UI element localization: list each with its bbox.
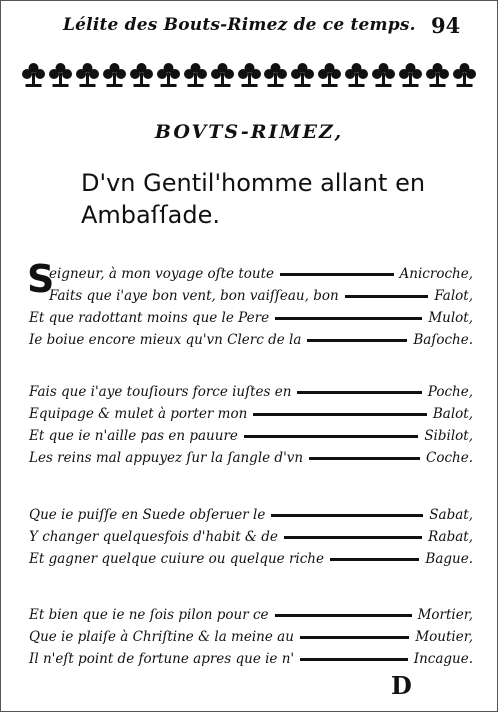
verse-line [29,504,473,526]
stanza-1 [27,257,473,351]
verse-line [29,548,473,570]
stanza-3 [29,504,473,570]
end-rhyme: Sabat, [429,507,473,523]
verse-line [29,403,473,425]
end-rhyme: Bague. [425,551,473,567]
verse-line [29,626,473,648]
verse-text: Et bien que ie ne ſois pilon pour ce [29,607,269,623]
poem-title-line-2: Ambaſſade. [81,201,220,229]
verse-text: Y changer quelquesfois d'habit & de [29,529,278,545]
verse-text: eigneur, à mon voyage oſte toute [49,266,274,282]
end-rhyme: Falot, [434,288,473,304]
end-rhyme: Rabat, [428,529,473,545]
fleuron-icon [102,61,127,91]
verse-line [29,526,473,548]
end-rhyme: Mortier, [417,607,473,623]
fleuron-icon [129,61,154,91]
fleuron-icon [237,61,262,91]
end-rhyme: Poche, [427,384,473,400]
verse-text: Les reins mal appuyez ſur la ſangle d'vn [29,450,304,466]
verse-line [29,447,473,469]
rhyme-dash [275,317,422,320]
verse-line [29,381,473,403]
rhyme-dash [280,273,394,276]
verse-text: Fais que i'aye touſiours force iuſtes en [29,384,292,400]
verse-line [29,263,473,285]
fleuron-icon [21,61,46,91]
fleuron-icon [210,61,235,91]
fleuron-icon [290,61,315,91]
rhyme-dash [330,558,419,561]
verse-text: Faits que i'aye bon vent, bon vaiſſeau, bon [49,288,339,304]
end-rhyme: Balot, [432,406,473,422]
fleuron-icon [183,61,208,91]
stanza-2 [29,381,473,469]
end-rhyme: Coche. [426,450,473,466]
end-rhyme: Sibilot, [424,428,473,444]
verse-text: Que ie plaiſe à Chriſtine & la meine au [29,629,294,645]
rhyme-dash [307,339,407,342]
fleuron-icon [75,61,100,91]
verse-line [29,648,473,670]
rhyme-dash [300,658,408,661]
rhyme-dash [271,514,423,517]
end-rhyme: Baſoche. [413,332,473,348]
fleuron-icon [156,61,181,91]
verse-text: Et gagner quelque cuiure ou quelque riche [29,551,324,567]
fleuron-icon [425,61,450,91]
verse-line [29,285,473,307]
verse-line [29,307,473,329]
fleuron-icon [48,61,73,91]
rhyme-dash [345,295,429,298]
rhyme-dash [244,435,418,438]
fleuron-icon [452,61,477,91]
drop-cap: S [27,257,55,301]
fleuron-icon [344,61,369,91]
verse-line [29,425,473,447]
end-rhyme: Incague. [413,651,473,667]
ornament-band [21,61,477,91]
verse-text: Que ie puiſſe en Suede obſeruer le [29,507,266,523]
verse-text: Il n'eſt point de fortune apres que ie n' [29,651,295,667]
verse-text: Et que radottant moins que le Pere [29,310,270,326]
end-rhyme: Moutier, [415,629,473,645]
fleuron-icon [371,61,396,91]
fleuron-icon [398,61,423,91]
end-rhyme: Mulot, [428,310,473,326]
running-head: Lélite des Bouts-Rimez de ce temps. [63,15,416,35]
verse-text: Ie boiue encore mieux qu'vn Clerc de la [29,332,302,348]
poem-title-line-1: D'vn Gentil'homme allant en [81,169,426,197]
rhyme-dash [275,614,412,617]
poem-title [81,167,461,231]
rhyme-dash [300,636,409,639]
signature-mark: D [391,671,412,700]
stanza-4 [29,604,473,670]
fleuron-icon [317,61,342,91]
verse-line [29,604,473,626]
verse-text: Equipage & mulet à porter mon [29,406,248,422]
end-rhyme: Anicroche, [399,266,473,282]
rhyme-dash [309,457,420,460]
rhyme-dash [297,391,421,394]
page-number: 94 [431,13,461,38]
verse-line [29,329,473,351]
rhyme-dash [253,413,427,416]
verse-text: Et que ie n'aille pas en pauure [29,428,238,444]
section-title: BOVTS-RIMEZ, [154,121,344,143]
fleuron-icon [263,61,288,91]
rhyme-dash [284,536,422,539]
